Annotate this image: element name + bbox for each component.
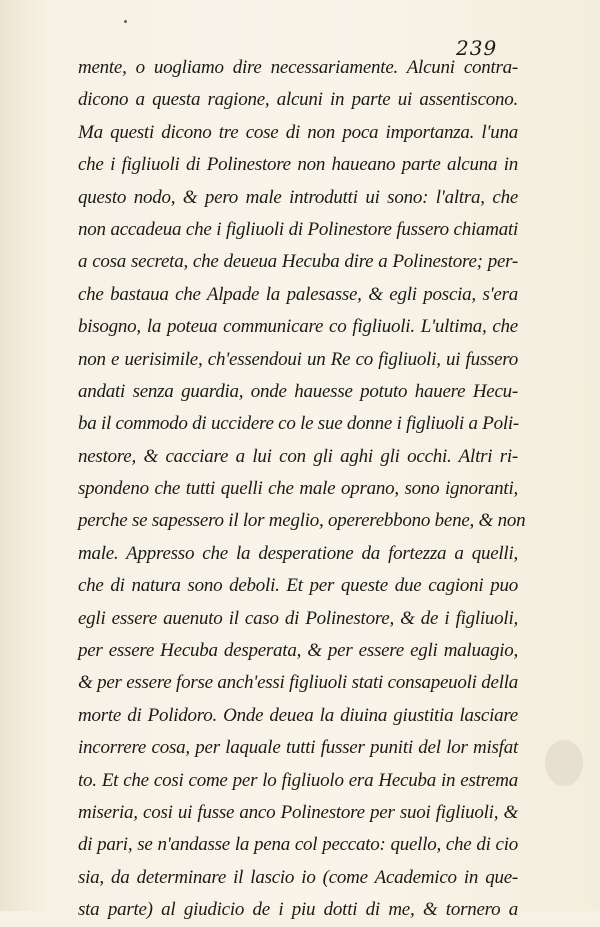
- text-line: Ma questi dicono tre cose di non poca importanza. l'una: [78, 121, 518, 143]
- text-line: per essere Hecuba desperata, & per essere egli maluagio,: [78, 640, 518, 662]
- text-line: male. Appresso che la desperatione da fortezza a quelli,: [78, 542, 518, 564]
- text-line: nestore, & cacciare a lui con gli aghi gli occhi. Altri ri-: [78, 445, 518, 467]
- page-number: 239: [456, 36, 498, 60]
- page-stain: [545, 740, 583, 786]
- text-line: egli essere auenuto il caso di Polinestore, & de i figliuoli,: [78, 607, 518, 629]
- text-line: perche se sapessero il lor meglio, opererebbono bene, & non: [78, 510, 526, 532]
- text-line: sia, da determinare il lascio io (come Academico in que-: [78, 866, 518, 888]
- text-line: spondeno che tutti quelli che male oprano, sono ignoranti,: [78, 478, 518, 500]
- ink-speck: [124, 20, 127, 23]
- text-line: incorrere cosa, per laquale tutti fusser puniti del lor misfat: [78, 737, 518, 759]
- text-line: to. Et che cosi come per lo figliuolo era Hecuba in estrema: [78, 769, 518, 791]
- text-line: ba il commodo di uccidere co le sue donne i figliuoli a Poli-: [78, 413, 520, 435]
- text-line: non e uerisimile, ch'essendoui un Re co figliuoli, ui fussero: [78, 348, 518, 370]
- text-line: che di natura sono deboli. Et per queste due cagioni puo: [78, 575, 518, 597]
- text-line: di pari, se n'andasse la pena col peccato: quello, che di cio: [78, 834, 518, 856]
- text-line: sta parte) al giudicio de i piu dotti di me, & tornero a: [78, 899, 518, 921]
- text-line: miseria, cosi ui fusse anco Polinestore per suoi figliuoli, &: [78, 801, 518, 823]
- body-text: [78, 52, 526, 927]
- text-line: non accadeua che i figliuoli di Polinestore fussero chiamati: [78, 218, 518, 240]
- text-line: andati senza guardia, onde hauesse potuto hauere Hecu-: [78, 380, 518, 402]
- text-line: che i figliuoli di Polinestore non haueano parte alcuna in: [78, 154, 518, 176]
- text-line: & per essere forse anch'essi figliuoli stati consapeuoli della: [78, 672, 518, 694]
- text-line: dicono a questa ragione, alcuni in parte ui assentiscono.: [78, 89, 518, 111]
- text-line: bisogno, la poteua communicare co figliuoli. L'ultima, che: [78, 316, 518, 338]
- text-line: che bastaua che Alpade la palesasse, & egli poscia, s'era: [78, 283, 518, 305]
- text-line: mente, o uogliamo dire necessariamente. Alcuni contra-: [78, 57, 518, 78]
- text-line: morte di Polidoro. Onde deuea la diuina giustitia lasciare: [78, 704, 518, 726]
- text-line: a cosa secreta, che deueua Hecuba dire a Polinestore; per-: [78, 251, 518, 273]
- text-line: questo nodo, & pero male introdutti ui sono: l'altra, che: [78, 186, 518, 208]
